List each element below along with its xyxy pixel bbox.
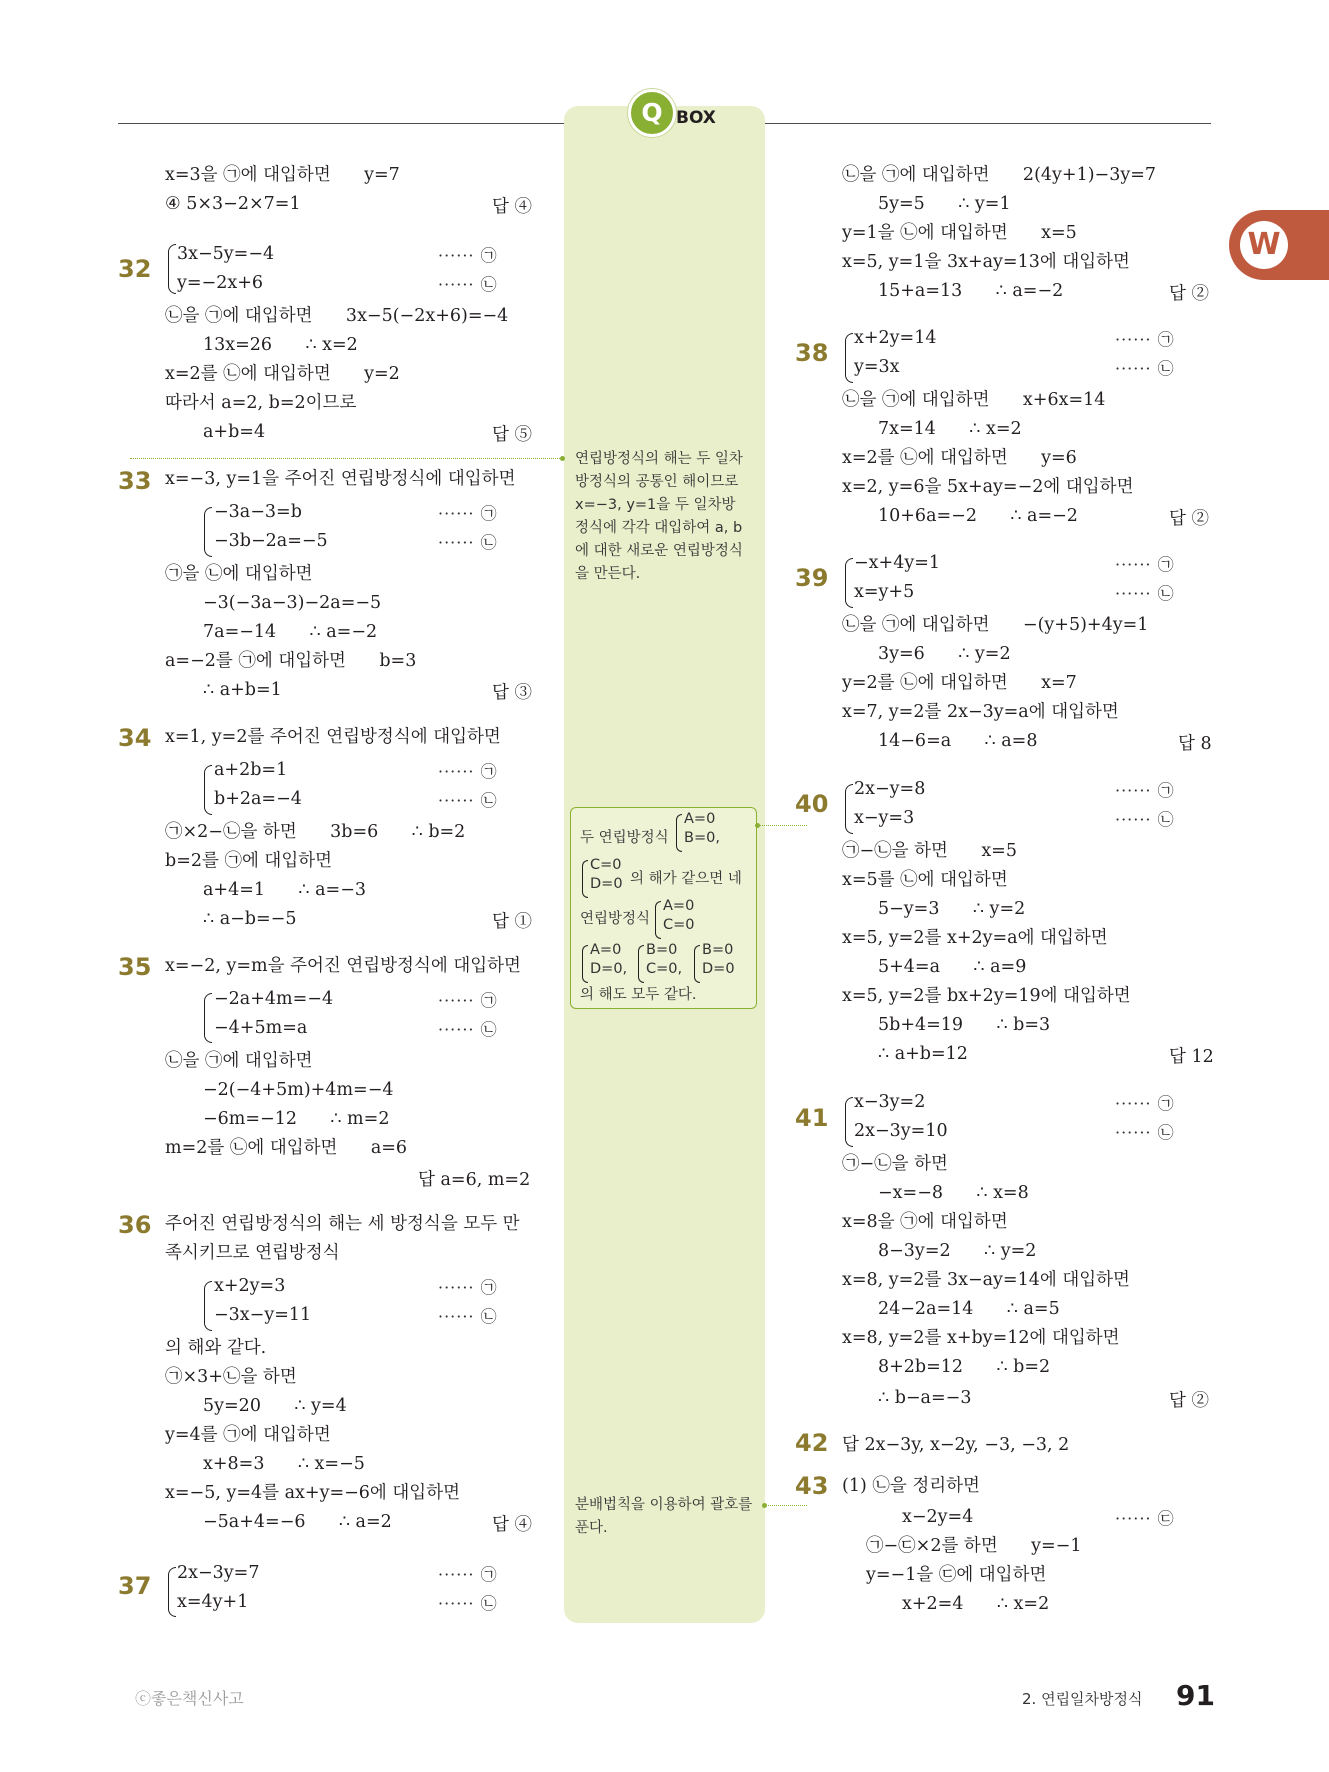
note-3 (575, 1494, 755, 1540)
equation: −4+5m=a (214, 1018, 308, 1038)
equation-tag: ······ ㉡ (438, 1307, 498, 1326)
solution-line: x−2y=4 (902, 1507, 974, 1527)
equation-tag: ······ ㉡ (438, 275, 498, 294)
solution-line: ㉡을 ㉠에 대입하면 3x−5(−2x+6)=−4 (165, 306, 509, 326)
solution-line: 5y=5 ∴ y=1 (878, 194, 1011, 214)
solution-line: 5y=20 ∴ y=4 (203, 1396, 347, 1416)
equation: −3a−3=b (214, 502, 302, 522)
solution-line: x=−3, y=1을 주어진 연립방정식에 대입하면 (165, 469, 516, 489)
brace (168, 244, 176, 294)
equation-tag: ······ ㉠ (438, 991, 498, 1010)
box-label: BOX (676, 108, 716, 128)
solution-line: 8+2b=12 ∴ b=2 (878, 1357, 1051, 1377)
note-line: D=0 (702, 961, 735, 977)
note-line: B=0 (702, 942, 734, 958)
problem-number-33: 33 (118, 467, 152, 495)
brace (845, 333, 853, 383)
equation: −2a+4m=−4 (214, 989, 334, 1009)
note-line: 연립방정식 (580, 911, 651, 927)
solution-line: x=2를 ㉡에 대입하면 y=6 (842, 448, 1077, 468)
solution-line: ㉡을 ㉠에 대입하면 −(y+5)+4y=1 (842, 615, 1149, 635)
answer-41: 답 ② (1169, 1391, 1209, 1411)
solution-line: 24−2a=14 ∴ a=5 (878, 1299, 1060, 1319)
note-line: C=0 (663, 917, 695, 933)
solution-line: x=7, y=2를 2x−3y=a에 대입하면 (842, 702, 1119, 722)
solution-line: (1) ㉡을 정리하면 (842, 1476, 980, 1496)
equation-tag: ······ ㉢ (1115, 1509, 1175, 1528)
note-1 (575, 448, 755, 586)
problem-number-36: 36 (118, 1211, 152, 1239)
solution-line: y=4를 ㉠에 대입하면 (165, 1425, 331, 1445)
solution-line: x=−2, y=m을 주어진 연립방정식에 대입하면 (165, 956, 521, 976)
problem-number-40: 40 (795, 790, 829, 818)
leader-dot (755, 823, 760, 828)
equation-tag: ······ ㉠ (438, 762, 498, 781)
solution-line: 3y=6 ∴ y=2 (878, 644, 1011, 664)
chapter-title: 2. 연립일차방정식 (1022, 1690, 1143, 1708)
equation-tag: ······ ㉡ (1115, 584, 1175, 603)
equation-tag: ······ ㉡ (1115, 359, 1175, 378)
solution-line: y=1을 ㉡에 대입하면 x=5 (842, 223, 1077, 243)
q-logo: Q (628, 89, 676, 137)
brace (204, 993, 212, 1043)
solution-line: x=8, y=2를 3x−ay=14에 대입하면 (842, 1270, 1130, 1290)
solution-line: 15+a=13 ∴ a=−2 (878, 281, 1064, 301)
equation: −x+4y=1 (854, 553, 941, 573)
solution-line: ∴ b−a=−3 (878, 1388, 972, 1408)
leader-dot (762, 1503, 767, 1508)
solution-line: ④ 5×3−2×7=1 (165, 194, 301, 214)
solution-line: y=2를 ㉡에 대입하면 x=7 (842, 673, 1077, 693)
solution-line: x=5, y=2를 bx+2y=19에 대입하면 (842, 986, 1131, 1006)
solution-line: ∴ a−b=−5 (203, 909, 297, 929)
solution-line: ∴ a+b=12 (878, 1044, 968, 1064)
solution-line: a+b=4 (203, 422, 266, 442)
equation-tag: ······ ㉡ (1115, 1123, 1175, 1142)
solution-line: −3(−3a−3)−2a=−5 (203, 593, 382, 613)
solution-line: ㉠−㉡을 하면 (842, 1154, 948, 1174)
problem-number-38: 38 (795, 339, 829, 367)
equation-tag: ······ ㉡ (438, 1594, 498, 1613)
equation: 2x−3y=7 (177, 1563, 260, 1583)
equation: x+2y=14 (854, 328, 937, 348)
equation: −3b−2a=−5 (214, 531, 328, 551)
answer-32: 답 ⑤ (492, 425, 532, 445)
equation-tag: ······ ㉠ (1115, 555, 1175, 574)
note-line: D=0 (590, 876, 623, 892)
solution-line: 8−3y=2 ∴ y=2 (878, 1241, 1037, 1261)
equation: x−3y=2 (854, 1092, 926, 1112)
problem-number-35: 35 (118, 953, 152, 981)
problem-number-32: 32 (118, 255, 152, 283)
equation-tag: ······ ㉡ (438, 1020, 498, 1039)
leader-line (765, 1505, 807, 1506)
answer-38: 답 ② (1169, 509, 1209, 529)
leader-line (757, 825, 807, 826)
leader-dot (560, 456, 565, 461)
solution-line: x=−5, y=4를 ax+y=−6에 대입하면 (165, 1483, 461, 1503)
problem-number-39: 39 (795, 564, 829, 592)
equation-tag: ······ ㉠ (438, 1565, 498, 1584)
equation-tag: ······ ㉡ (438, 791, 498, 810)
equation: y=−2x+6 (177, 273, 264, 293)
solution-line: x=5, y=2를 x+2y=a에 대입하면 (842, 928, 1108, 948)
solution-line: 5b+4=19 ∴ b=3 (878, 1015, 1051, 1035)
problem-number-34: 34 (118, 724, 152, 752)
solution-line: −2(−4+5m)+4m=−4 (203, 1080, 394, 1100)
solution-line: 따라서 a=2, b=2이므로 (165, 393, 357, 413)
solution-line: x=1, y=2를 주어진 연립방정식에 대입하면 (165, 727, 501, 747)
equation: x=4y+1 (177, 1592, 249, 1612)
note-line: D=0, (590, 961, 628, 977)
brace (204, 1281, 212, 1331)
solution-line: x=3을 ㉠에 대입하면 y=7 (165, 165, 400, 185)
brace (845, 784, 853, 834)
brace (655, 901, 661, 939)
note-line: 을 만든다. (575, 566, 641, 582)
answer-34: 답 ① (492, 912, 532, 932)
answer-37: 답 ② (1169, 284, 1209, 304)
equation-tag: ······ ㉡ (1115, 810, 1175, 829)
note-line: 분배법칙을 이용하여 괄호를 (575, 1497, 753, 1513)
solution-line: −6m=−12 ∴ m=2 (203, 1109, 390, 1129)
equation: 2x−y=8 (854, 779, 926, 799)
solution-line: x=8을 ㉠에 대입하면 (842, 1212, 1008, 1232)
problem-number-41: 41 (795, 1104, 829, 1132)
brace (845, 558, 853, 608)
brace (694, 945, 700, 983)
equation-tag: ······ ㉡ (438, 533, 498, 552)
solution-line: 10+6a=−2 ∴ a=−2 (878, 506, 1078, 526)
solution-line: 의 해와 같다. (165, 1338, 267, 1358)
solution-line: x=8, y=2를 x+by=12에 대입하면 (842, 1328, 1120, 1348)
solution-line: ㉡을 ㉠에 대입하면 2(4y+1)−3y=7 (842, 165, 1157, 185)
solution-line: −5a+4=−6 ∴ a=2 (203, 1512, 392, 1532)
solution-line: ㉡을 ㉠에 대입하면 x+6x=14 (842, 390, 1106, 410)
publisher-credit: ⓒ좋은책신사고 (135, 1689, 244, 1708)
equation: −3x−y=11 (214, 1305, 312, 1325)
answer-31: 답 ④ (492, 197, 532, 217)
note-line: x=−3, y=1을 두 일차방 (575, 497, 736, 513)
brace (582, 945, 588, 983)
equation: x+2y=3 (214, 1276, 286, 1296)
note-line: 의 해가 같으면 네 (630, 871, 742, 887)
answer-39: 답 8 (1178, 734, 1212, 754)
solution-line: a+4=1 ∴ a=−3 (203, 880, 366, 900)
solution-line: 족시키므로 연립방정식 (165, 1243, 340, 1263)
solution-line: x+8=3 ∴ x=−5 (203, 1454, 365, 1474)
w-logo-icon: W (1240, 221, 1288, 269)
solution-line: ㉠×2−㉡을 하면 3b=6 ∴ b=2 (165, 822, 466, 842)
note-line: 방정식의 공통인 해이므로 (575, 474, 739, 490)
solution-line: a=−2를 ㉠에 대입하면 b=3 (165, 651, 417, 671)
solution-line: y=−1을 ㉢에 대입하면 (866, 1565, 1047, 1585)
solution-line: ㉡을 ㉠에 대입하면 (165, 1051, 313, 1071)
solution-line: 7a=−14 ∴ a=−2 (203, 622, 378, 642)
solution-line: 13x=26 ∴ x=2 (203, 335, 358, 355)
solution-line: ㉠을 ㉡에 대입하면 (165, 564, 313, 584)
solution-line: x=2, y=6을 5x+ay=−2에 대입하면 (842, 477, 1134, 497)
solution-line: 7x=14 ∴ x=2 (878, 419, 1022, 439)
note-line: A=0 (590, 942, 622, 958)
solution-line: −x=−8 ∴ x=8 (878, 1183, 1029, 1203)
solution-line: ㉠−㉢×2를 하면 y=−1 (866, 1536, 1082, 1556)
equation-tag: ······ ㉠ (1115, 330, 1175, 349)
equation-tag: ······ ㉠ (1115, 781, 1175, 800)
note-line: 의 해도 모두 같다. (580, 987, 697, 1003)
answer-42: 답 2x−3y, x−2y, −3, −3, 2 (842, 1435, 1070, 1455)
solution-line: b=2를 ㉠에 대입하면 (165, 851, 333, 871)
equation: a+2b=1 (214, 760, 288, 780)
note-line: 연립방정식의 해는 두 일차 (575, 451, 743, 467)
note-line: A=0 (684, 811, 716, 827)
brace (204, 507, 212, 557)
brace (845, 1097, 853, 1147)
solution-line: x=5, y=1을 3x+ay=13에 대입하면 (842, 252, 1130, 272)
brace (582, 860, 588, 898)
brace (638, 945, 644, 983)
answer-35: 답 a=6, m=2 (418, 1170, 531, 1190)
brace (204, 765, 212, 815)
page-number: 91 (1176, 1679, 1215, 1712)
note-line: B=0 (646, 942, 678, 958)
equation-tag: ······ ㉠ (438, 246, 498, 265)
answer-36: 답 ④ (492, 1515, 532, 1535)
equation-tag: ······ ㉠ (438, 1278, 498, 1297)
note-line: C=0, (646, 961, 683, 977)
leader-line (130, 458, 562, 459)
problem-number-37: 37 (118, 1572, 152, 1600)
solution-line: x=5를 ㉡에 대입하면 (842, 870, 1008, 890)
problem-number-43: 43 (795, 1472, 829, 1500)
equation-tag: ······ ㉠ (1115, 1094, 1175, 1113)
solution-line: ㉠×3+㉡을 하면 (165, 1367, 297, 1387)
answer-33: 답 ③ (492, 683, 532, 703)
solution-line: ∴ a+b=1 (203, 680, 282, 700)
note-line: C=0 (590, 857, 622, 873)
equation: x=y+5 (854, 582, 915, 602)
solution-line: x+2=4 ∴ x=2 (902, 1594, 1050, 1614)
solution-line: 14−6=a ∴ a=8 (878, 731, 1038, 751)
problem-number-42: 42 (795, 1429, 829, 1457)
equation: y=3x (854, 357, 900, 377)
solution-line: 주어진 연립방정식의 해는 세 방정식을 모두 만 (165, 1214, 520, 1234)
solution-line: x=2를 ㉡에 대입하면 y=2 (165, 364, 400, 384)
solution-line: ㉠−㉡을 하면 x=5 (842, 841, 1017, 861)
solution-line: 5−y=3 ∴ y=2 (878, 899, 1026, 919)
equation: 2x−3y=10 (854, 1121, 948, 1141)
brace (168, 1567, 176, 1617)
note-line: A=0 (663, 898, 695, 914)
equation: b+2a=−4 (214, 789, 302, 809)
note-line: 푼다. (575, 1520, 608, 1536)
equation-tag: ······ ㉠ (438, 504, 498, 523)
note-line: 두 연립방정식 (580, 830, 669, 846)
solution-line: m=2를 ㉡에 대입하면 a=6 (165, 1138, 408, 1158)
equation: x−y=3 (854, 808, 915, 828)
solution-line: 5+4=a ∴ a=9 (878, 957, 1027, 977)
equation: 3x−5y=−4 (177, 244, 275, 264)
note-line: 정식에 각각 대입하여 a, b (575, 520, 743, 536)
answer-40: 답 12 (1169, 1047, 1214, 1067)
brace (676, 814, 682, 852)
note-line: 에 대한 새로운 연립방정식 (575, 543, 743, 559)
note-line: B=0, (684, 830, 720, 846)
